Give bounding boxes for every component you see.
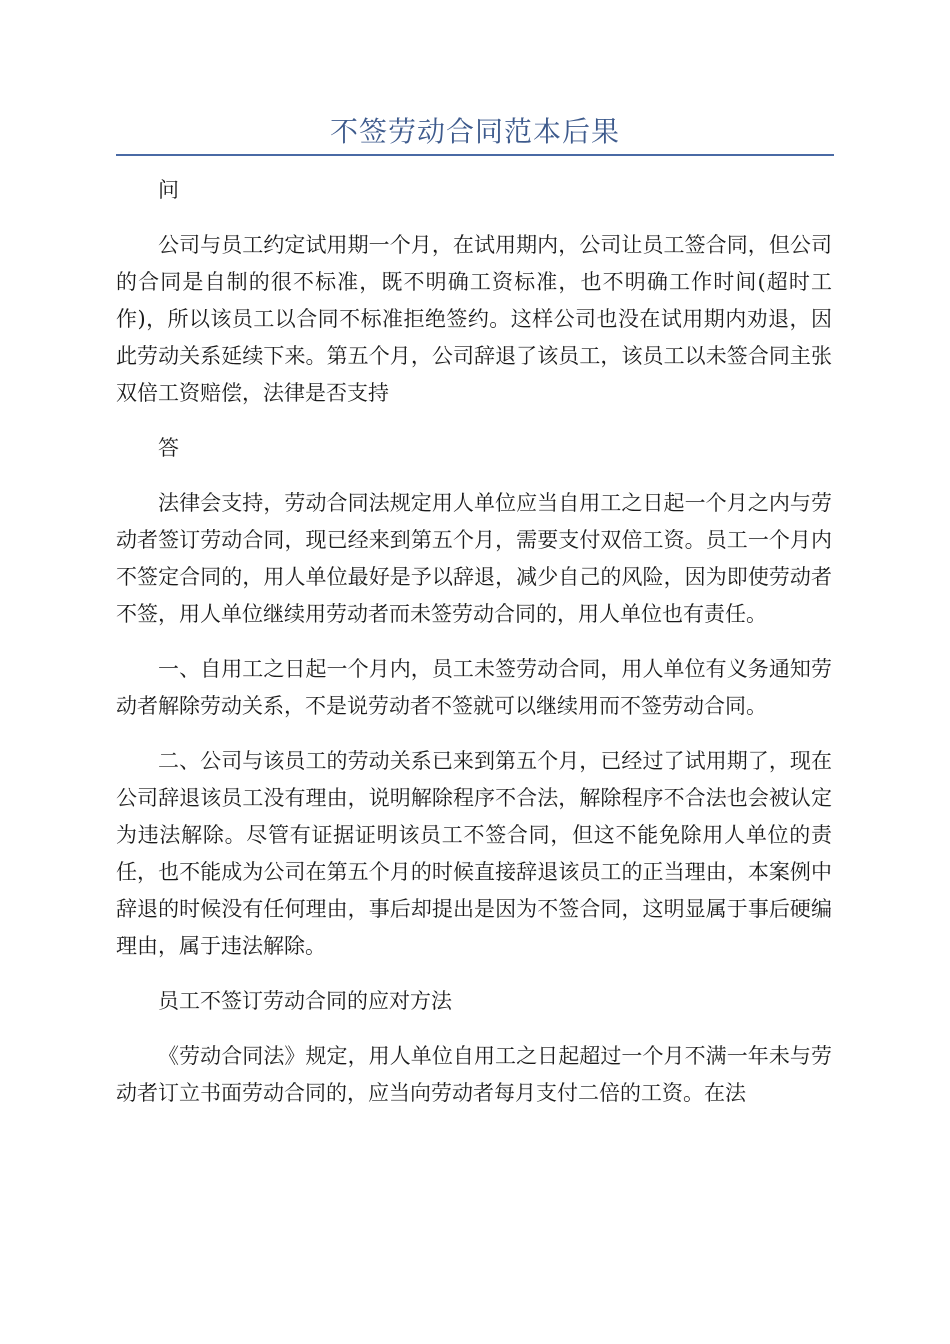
question-label: 问 — [158, 178, 179, 202]
question-paragraph: 公司与员工约定试用期一个月，在试用期内，公司让员工签合同，但公司的合同是自制的很不标准，既不明确工资标准，也不明确工作时间(超时工作)，所以该员工以合同不标准拒绝签约。这样公司也没在试用期内劝退，因此劳动关系延续下来。第五个月，公司辞退了该员工，该员工以未签合同主张双倍工资赔偿，法律是否支持 — [116, 233, 832, 405]
document-title: 不签劳动合同范本后果 — [329, 115, 620, 148]
document-body — [116, 172, 832, 1130]
answer-paragraph: 法律会支持，劳动合同法规定用人单位应当自用工之日起一个月之内与劳动者签订劳动合同，现已经来到第五个月，需要支付双倍工资。员工一个月内不签定合同的，用人单位最好是予以辞退，减少自己的风险，因为即使劳动者不签，用人单位继续用劳动者而未签劳动合同的，用人单位也有责任。 — [116, 491, 832, 626]
title-underline — [116, 154, 834, 156]
answer-label: 答 — [158, 436, 179, 460]
law-paragraph: 《劳动合同法》规定，用人单位自用工之日起超过一个月不满一年未与劳动者订立书面劳动合同的，应当向劳动者每月支付二倍的工资。在法 — [116, 1044, 832, 1105]
point-one-paragraph: 一、自用工之日起一个月内，员工未签劳动合同，用人单位有义务通知劳动者解除劳动关系，不是说劳动者不签就可以继续用而不签劳动合同。 — [116, 657, 832, 718]
section-heading: 员工不签订劳动合同的应对方法 — [158, 989, 452, 1013]
point-two-paragraph: 二、公司与该员工的劳动关系已来到第五个月，已经过了试用期了，现在公司辞退该员工没有理由，说明解除程序不合法，解除程序不合法也会被认定为违法解除。尽管有证据证明该员工不签合同，但这不能免除用人单位的责任，也不能成为公司在第五个月的时候直接辞退该员工的正当理由，本案例中辞退的时候没有任何理由，事后却提出是因为不签合同，这明显属于事后硬编理由，属于违法解除。 — [116, 749, 832, 958]
